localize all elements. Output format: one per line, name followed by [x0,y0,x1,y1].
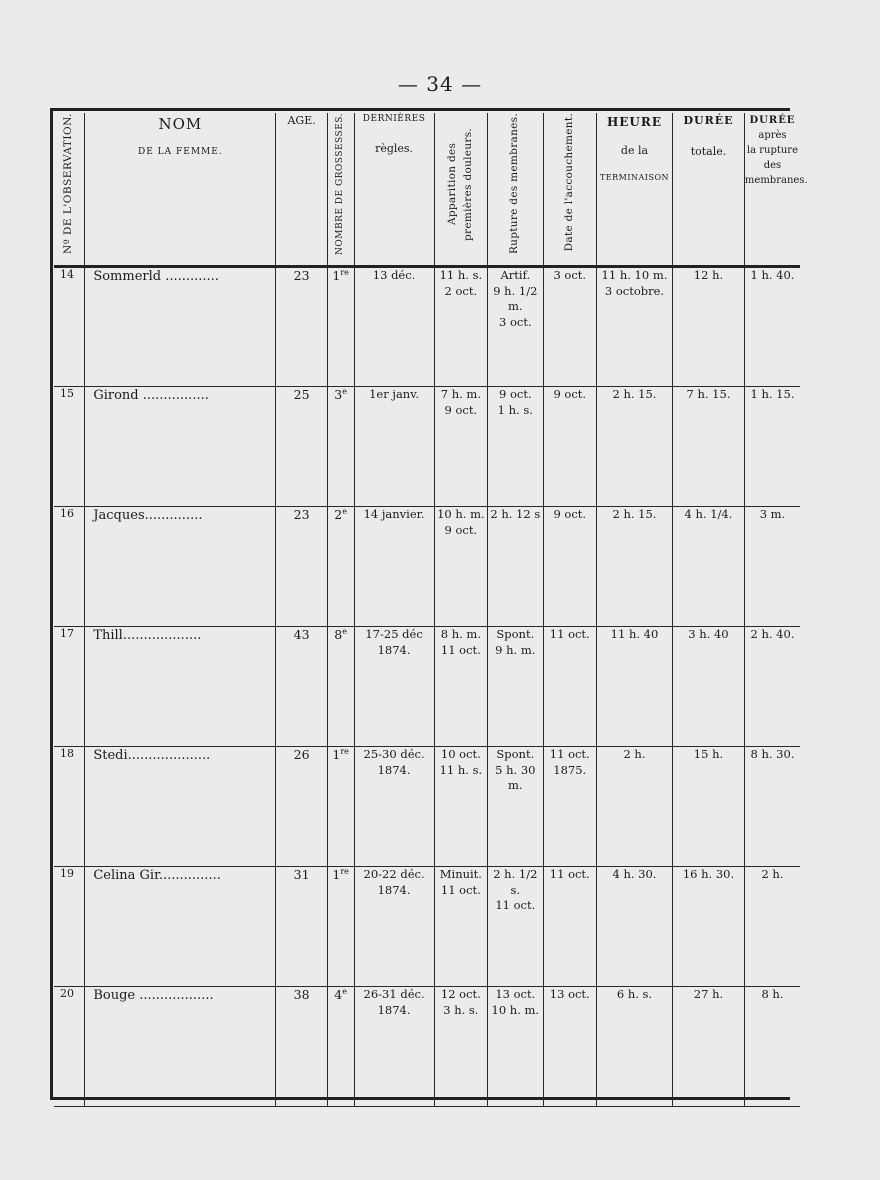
table-row [54,747,800,867]
duree-totale-value: 16 h. 30. [673,867,745,987]
duree-totale-value: 12 h. [673,267,745,387]
regles-value: 20-22 déc. 1874. [354,867,434,987]
header-heure-terminaison: HEURE de la TERMINAISON [596,113,672,267]
age-value: 31 [276,867,327,987]
table-row [54,387,800,507]
duree-apres-value: 8 h. 30. [744,747,800,867]
duree-apres-value: 8 h. [744,987,800,1107]
grossesses-value: 1re [327,867,354,987]
table-row [54,627,800,747]
apparition-value: 10 h. m. 9 oct. [434,507,487,627]
apparition-value: 7 h. m. 9 oct. [434,387,487,507]
table-row [54,987,800,1107]
patient-name: Thill................... [85,627,276,747]
header-dernieres-regles: DERNIÈRES règles. [354,113,434,267]
obs-number: 20 [54,987,85,1107]
regles-value: 14 janvier. [354,507,434,627]
table-row [54,507,800,627]
rupture-value: 9 oct. 1 h. s. [488,387,543,507]
duree-totale-value: 4 h. 1/4. [673,507,745,627]
duree-totale-value: 3 h. 40 [673,627,745,747]
regles-value: 25-30 déc. 1874. [354,747,434,867]
apparition-value: 12 oct. 3 h. s. [434,987,487,1107]
rupture-value: Spont. 5 h. 30 m. [488,747,543,867]
apparition-value: 11 h. s. 2 oct. [434,267,487,387]
accouchement-date: 9 oct. [543,387,596,507]
accouchement-date: 11 oct. [543,867,596,987]
accouchement-date: 13 oct. [543,987,596,1107]
rupture-value: 2 h. 1/2 s. 11 oct. [488,867,543,987]
patient-name: Jacques.............. [85,507,276,627]
observations-table [54,113,808,1107]
header-row [54,113,800,267]
header-duree-totale: DURÉE totale. [673,113,745,267]
patient-name: Celina Gir............... [85,867,276,987]
rupture-value: Artif. 9 h. 1/2 m. 3 oct. [488,267,543,387]
accouchement-date: 11 oct. 1875. [543,747,596,867]
age-value: 23 [276,267,327,387]
grossesses-value: 2e [327,507,354,627]
age-value: 26 [276,747,327,867]
regles-value: 17-25 déc 1874. [354,627,434,747]
apparition-value: 8 h. m. 11 oct. [434,627,487,747]
apparition-value: Minuit. 11 oct. [434,867,487,987]
age-value: 38 [276,987,327,1107]
duree-totale-value: 15 h. [673,747,745,867]
grossesses-value: 1re [327,267,354,387]
patient-name: Sommerld ............. [85,267,276,387]
rupture-value: 2 h. 12 s [488,507,543,627]
apparition-value: 10 oct. 11 h. s. [434,747,487,867]
terminaison-heure: 2 h. [596,747,672,867]
header-grossesses: NOMBRE DE GROSSESSES. [327,113,354,267]
patient-name: Stedi.................... [85,747,276,867]
duree-totale-value: 7 h. 15. [673,387,745,507]
header-age: AGE. [276,113,327,267]
regles-value: 13 déc. [354,267,434,387]
grossesses-value: 3e [327,387,354,507]
table-row [54,267,800,387]
accouchement-date: 9 oct. [543,507,596,627]
regles-value: 26-31 déc. 1874. [354,987,434,1107]
terminaison-heure: 11 h. 40 [596,627,672,747]
grossesses-value: 8e [327,627,354,747]
obs-number: 19 [54,867,85,987]
patient-name: Bouge .................. [85,987,276,1107]
obs-number: 15 [54,387,85,507]
header-nom: NOM DE LA FEMME. [85,113,276,267]
terminaison-heure: 11 h. 10 m. 3 octobre. [596,267,672,387]
grossesses-value: 1re [327,747,354,867]
header-duree-apres: DURÉE après la rupture des membranes. [744,113,800,267]
obs-number: 16 [54,507,85,627]
obs-number: 17 [54,627,85,747]
terminaison-heure: 2 h. 15. [596,507,672,627]
rupture-value: Spont. 9 h. m. [488,627,543,747]
duree-apres-value: 2 h. [744,867,800,987]
rupture-value: 13 oct. 10 h. m. [488,987,543,1107]
obs-number: 14 [54,267,85,387]
terminaison-heure: 4 h. 30. [596,867,672,987]
age-value: 43 [276,627,327,747]
table-row [54,867,800,987]
terminaison-heure: 2 h. 15. [596,387,672,507]
header-obs-no: Nº DE L'OBSERVATION. [54,113,85,267]
obs-number: 18 [54,747,85,867]
header-date-accouchement: Date de l'accouchement. [543,113,596,267]
accouchement-date: 11 oct. [543,627,596,747]
accouchement-date: 3 oct. [543,267,596,387]
header-apparition: Apparition des premières douleurs. [434,113,487,267]
regles-value: 1er janv. [354,387,434,507]
page-number: — 34 — [397,72,483,96]
duree-totale-value: 27 h. [673,987,745,1107]
header-rupture: Rupture des membranes. [488,113,543,267]
terminaison-heure: 6 h. s. [596,987,672,1107]
age-value: 23 [276,507,327,627]
duree-apres-value: 2 h. 40. [744,627,800,747]
patient-name: Girond ................ [85,387,276,507]
grossesses-value: 4e [327,987,354,1107]
age-value: 25 [276,387,327,507]
duree-apres-value: 1 h. 40. [744,267,800,387]
duree-apres-value: 3 m. [744,507,800,627]
duree-apres-value: 1 h. 15. [744,387,800,507]
